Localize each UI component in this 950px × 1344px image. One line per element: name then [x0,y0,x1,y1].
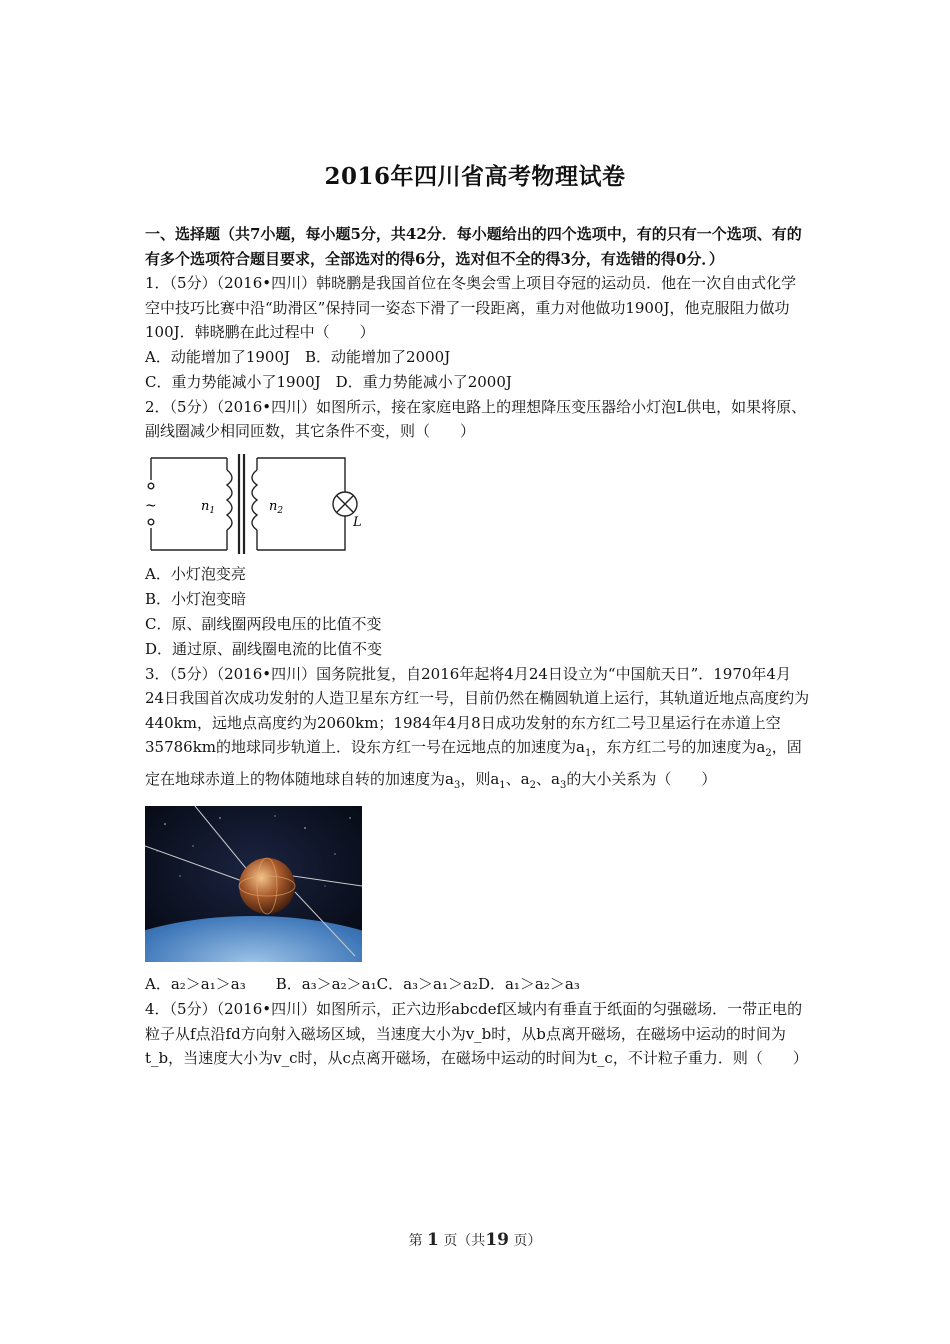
question-3-options: A．a₂＞a₁＞a₃ B．a₃＞a₂＞a₁C．a₃＞a₁＞a₂D．a₁＞a₂＞a₃ [145,975,580,993]
question-2-option-c: C．原、副线圈两段电压的比值不变 [145,614,382,633]
ac-symbol: ~ [145,497,157,514]
page-title: 2016年四川省高考物理试卷 [324,163,626,190]
transformer-circuit-figure [145,450,365,558]
svg-text:n1 [201,499,215,516]
n2-label: n [269,498,278,514]
satellite-photo [145,806,362,962]
question-1-options-cd: C．重力势能减小了1900J D．重力势能减小了2000J [145,372,512,391]
question-1-options-ab: A．动能增加了1900J B．动能增加了2000J [145,347,451,366]
page-total: 19 [485,1230,509,1250]
question-2-stem: 2．（5分）（2016•四川）如图所示，接在家庭电路上的理想降压变压器给小灯泡L供电，如果将原、副线圈减少相同匝数，其它条件不变，则（ ） [145,397,807,440]
page-footer: 第 1 页（共19 页） [408,1230,542,1250]
question-2-option-b: B．小灯泡变暗 [145,589,247,608]
question-2-option-a: A．小灯泡变亮 [145,564,246,583]
lamp-label: L [353,514,362,530]
n1-subscript: 1 [209,505,216,516]
question-2-option-d: D．通过原、副线圈电流的比值不变 [145,639,383,658]
page-number: 1 [427,1230,439,1250]
n2-subscript: 2 [277,505,284,516]
exam-content [145,222,810,1071]
n1-label: n [201,498,210,514]
question-4-stem: 4．（5分）（2016•四川）如图所示，正六边形abcdef区域内有垂直于纸面的匀强磁场．一带正电的粒子从f点沿fd方向射入磁场区域，当速度大小为v_b时，从b点离开磁场，在磁场中运动的时间为t_b，当速度大小为v_c时，从c点离开磁场，在磁场中运动的时间为t_c，不计粒子重力．则（ ） [145,1000,808,1067]
question-1-stem: 1．（5分）（2016•四川）韩晓鹏是我国首位在冬奥会雪上项目夺冠的运动员．他在一次自由式化学空中技巧比赛中沿“助滑区”保持同一姿态下滑了一段距离，重力对他做功1900J，他克服阻力做功100J．韩晓鹏在此过程中（ ） [145,274,797,341]
section-heading: 一、选择题（共7小题，每小题5分，共42分．每小题给出的四个选项中，有的只有一个选项、有的有多个选项符合题目要求，全部选对的得6分，选对但不全的得3分，有选错的得0分．） [145,225,802,268]
question-3-stem: 3．（5分）（2016•四川）国务院批复，自2016年起将4月24日设立为“中国航天日”．1970年4月24日我国首次成功发射的人造卫星东方红一号，目前仍然在椭圆轨道上运行，其轨道近地点高度约为440km，远地点高度约为2060km；1984年4月8日成功发射的东方红二号卫星运行在赤道上空35786km的地球同步轨道上．设东方红一号在远地点的加速度为$a_1$，东方红二号的加速度为$a_2$，固定在地球赤道上的物体随地球自转的加速度为$a_3$，则$a_1$、$a_2$、$a_3$的大小关系为（ ） [145,664,810,791]
svg-text:n2 [269,499,283,516]
